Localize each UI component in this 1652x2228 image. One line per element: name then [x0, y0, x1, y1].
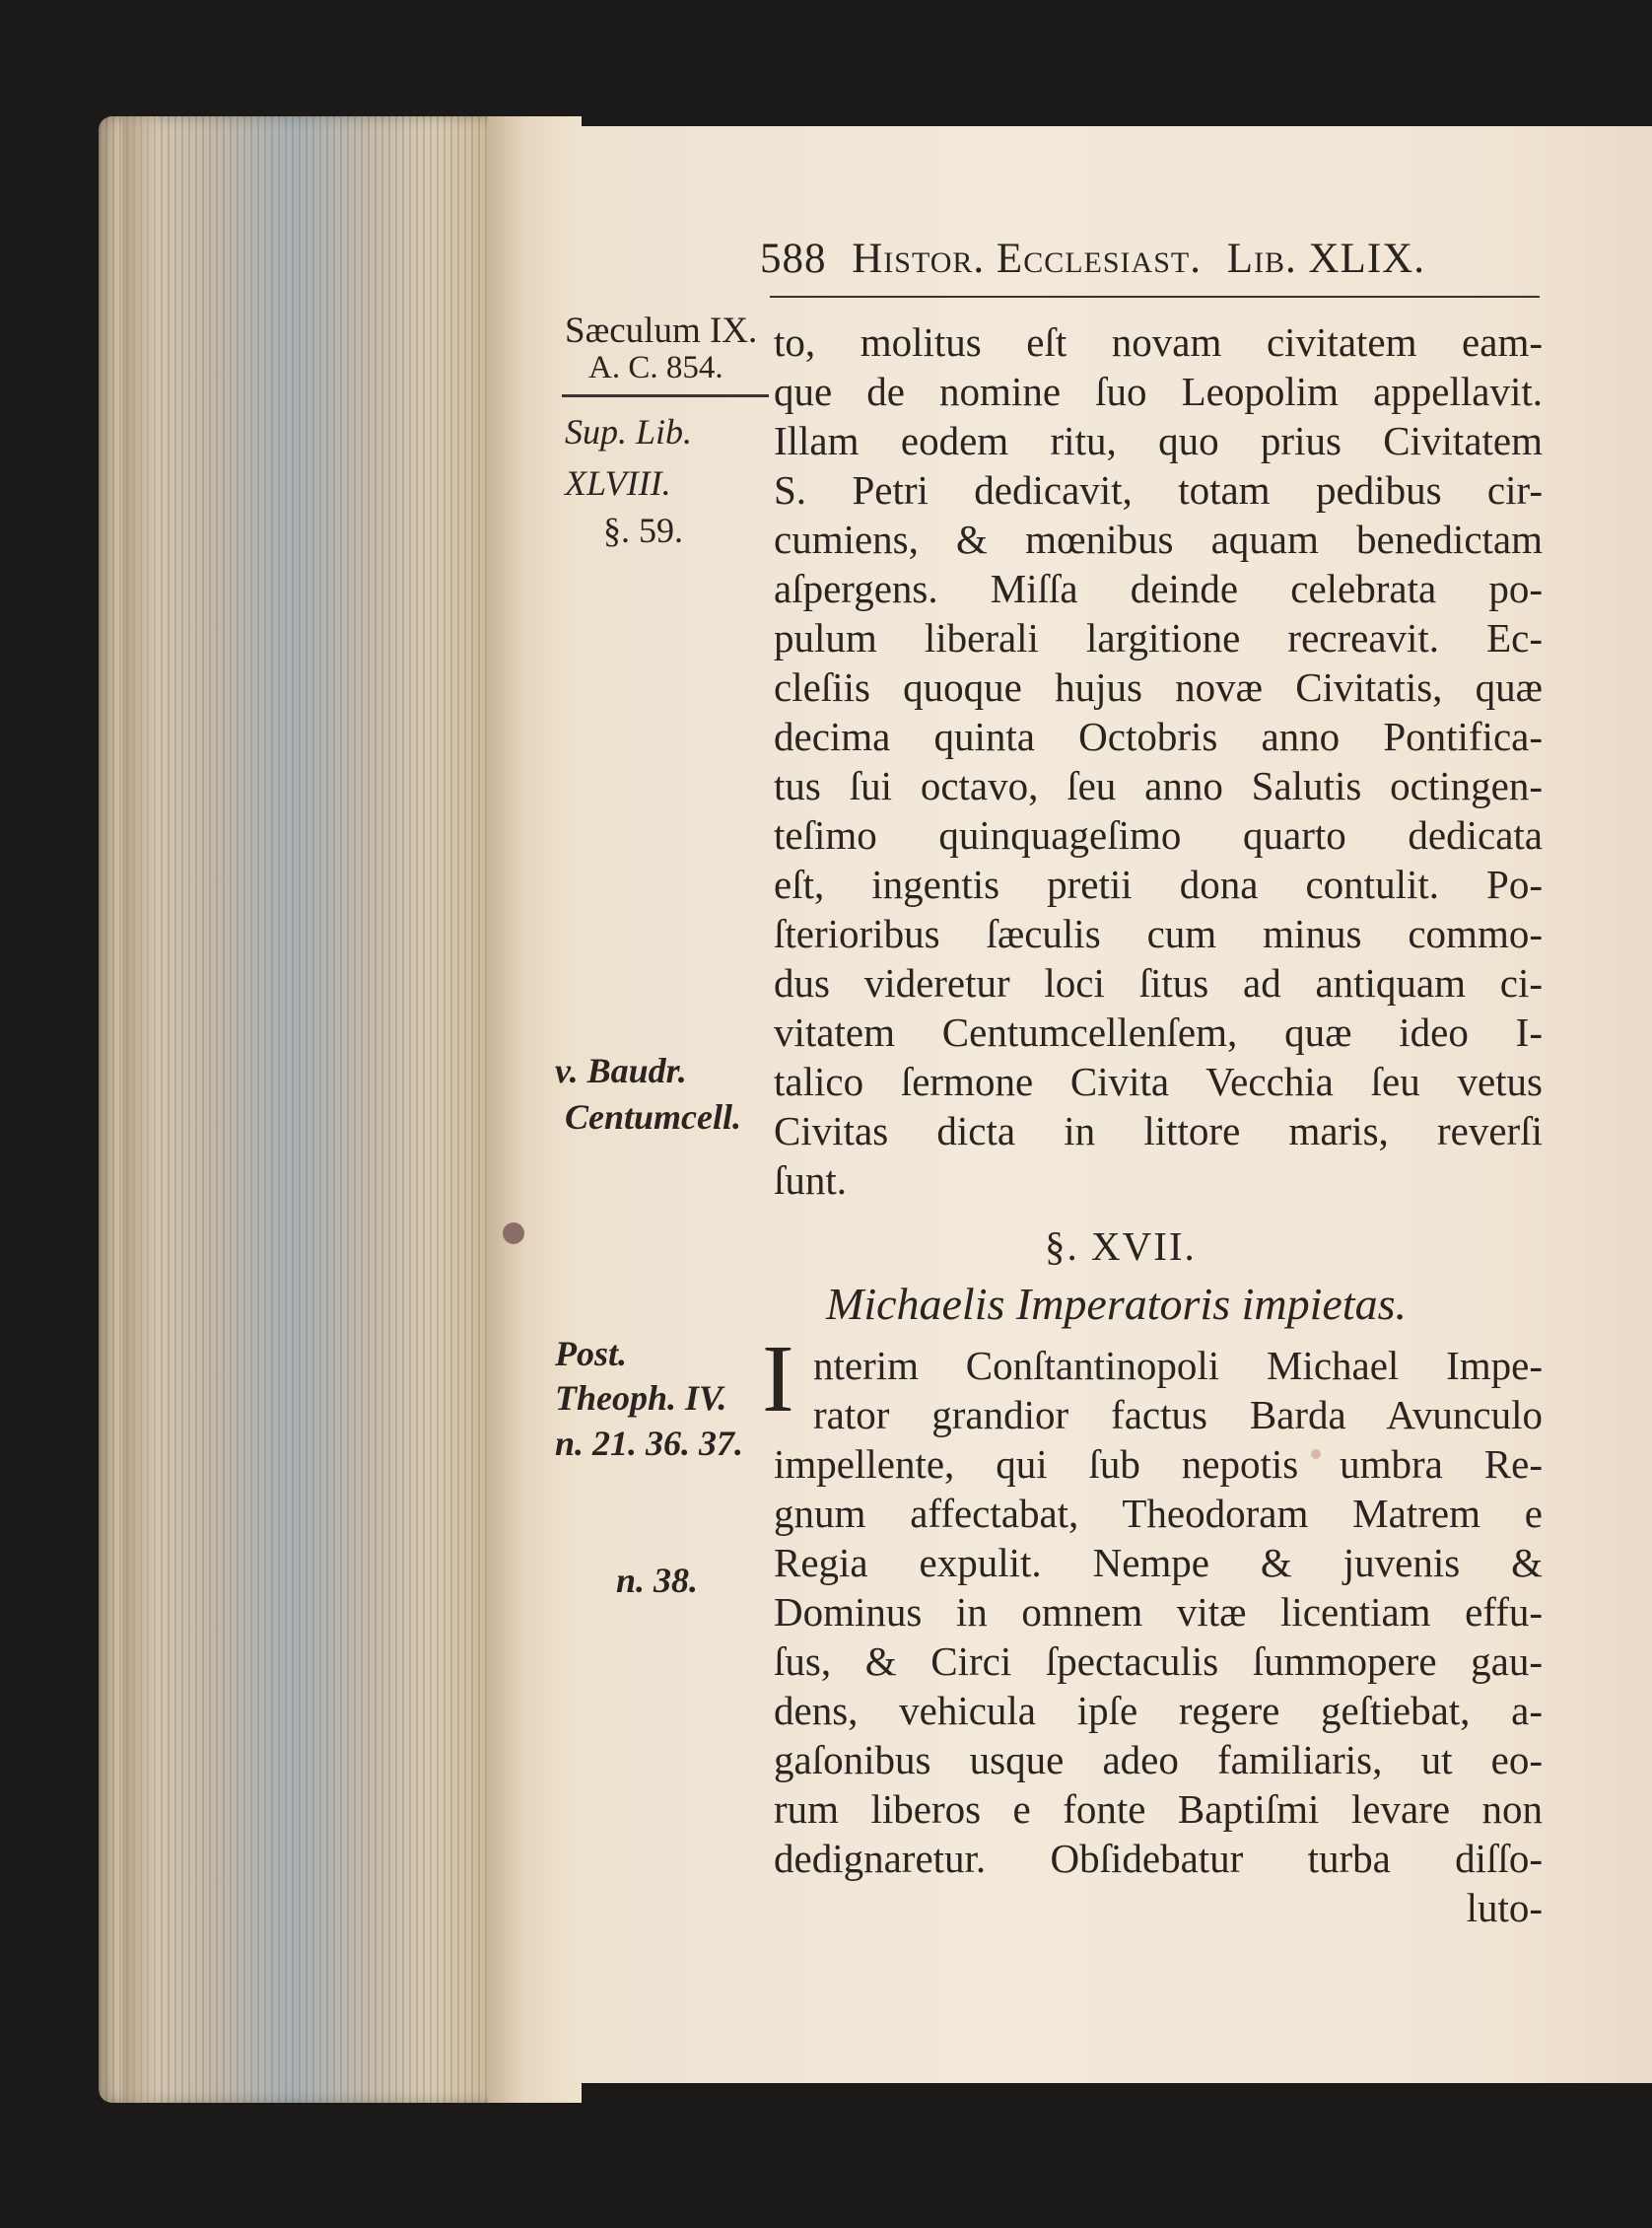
running-title: Histor. Ecclesiast.	[852, 236, 1202, 282]
text-line: gnum affectabat, Theodoram Matrem e	[774, 1491, 1543, 1536]
text-line: rator grandior factus Barda Avunculo	[813, 1392, 1543, 1437]
text-line: ſterioribus ſæculis cum minus commo-	[774, 911, 1543, 956]
text-line: dus videretur loci ſitus ad antiquam ci-	[774, 960, 1543, 1006]
text-line: ſus, & Circi ſpectaculis ſummopere gau-	[774, 1638, 1543, 1684]
drop-cap: I	[762, 1326, 794, 1432]
running-header	[760, 235, 1529, 294]
text-line: teſimo quinquageſimo quarto dedicata	[774, 812, 1543, 858]
text-line: tus ſui octavo, ſeu anno Salutis octingen-	[774, 763, 1543, 808]
text-line: aſpergens. Miſſa deinde celebrata po-	[774, 566, 1543, 611]
book-fore-edge	[99, 116, 493, 2103]
text-line: decima quinta Octobris anno Pontifica-	[774, 714, 1543, 759]
text-line: S. Petri dedicavit, totam pedibus cir-	[774, 467, 1543, 513]
book-edge-shadow	[122, 116, 158, 2103]
text-line: Regia expulit. Nempe & juvenis &	[774, 1540, 1543, 1585]
margin-note-post: Post.	[555, 1334, 628, 1373]
text-line: ſunt.	[774, 1157, 848, 1203]
margin-note-numbers: n. 21. 36. 37.	[555, 1424, 744, 1463]
text-line: Illam eodem ritu, quo prius Civitatem	[774, 418, 1543, 463]
text-line: vitatem Centumcellenſem, quæ ideo I-	[774, 1010, 1543, 1055]
text-line: talico ſermone Civita Vecchia ſeu vetus	[774, 1059, 1543, 1104]
section-title: Michaelis Imperatoris impietas.	[826, 1279, 1407, 1329]
margin-note-year: A. C. 854.	[588, 350, 723, 385]
text-line: eſt, ingentis pretii dona contulit. Po-	[774, 862, 1543, 907]
text-line: pulum liberali largitione recreavit. Ec-	[774, 615, 1543, 661]
margin-note-theoph: Theoph. IV.	[555, 1378, 727, 1418]
text-line: dens, vehicula ipſe regere geſtiebat, a-	[774, 1688, 1543, 1733]
margin-note-centumcell: Centumcell.	[565, 1097, 741, 1137]
text-line: gaſonibus usque adeo familiaris, ut eo-	[774, 1737, 1543, 1782]
text-line: rum liberos e fonte Baptiſmi levare non	[774, 1786, 1543, 1832]
text-line: cleſiis quoque hujus novæ Civitatis, quæ	[774, 664, 1543, 710]
text-line: to, molitus eſt novam civitatem eam-	[774, 319, 1543, 365]
ink-spot	[503, 1222, 524, 1244]
text-line: dedignaretur. Obſidebatur turba diſſo-	[774, 1836, 1543, 1881]
margin-note-paragraph: §. 59.	[603, 511, 683, 550]
margin-rule	[562, 394, 769, 397]
page-number: 588	[760, 236, 827, 282]
book-number: Lib. XLIX.	[1226, 236, 1425, 282]
section-number: §. XVII.	[1045, 1223, 1197, 1269]
text-line: Civitas dicta in littore maris, reverſi	[774, 1108, 1543, 1153]
text-line: cumiens, & mœnibus aquam benedictam	[774, 517, 1543, 562]
text-line: nterim Conſtantinopoli Michael Impe-	[813, 1343, 1543, 1388]
header-rule	[770, 296, 1540, 298]
margin-note-saeculum: Sæculum IX.	[565, 311, 758, 351]
text-line: impellente, qui ſub nepotis umbra Re-	[774, 1441, 1543, 1487]
catchword: luto-	[1466, 1885, 1543, 1930]
text-line: Dominus in omnem vitæ licentiam effu-	[774, 1589, 1543, 1635]
margin-note-sup-lib: Sup. Lib.	[565, 412, 693, 452]
margin-note-book-ref: XLVIII.	[565, 463, 671, 503]
margin-note-baudr: v. Baudr.	[555, 1051, 687, 1090]
text-line: que de nomine ſuo Leopolim appellavit.	[774, 369, 1543, 414]
margin-note-n38: n. 38.	[616, 1561, 699, 1600]
